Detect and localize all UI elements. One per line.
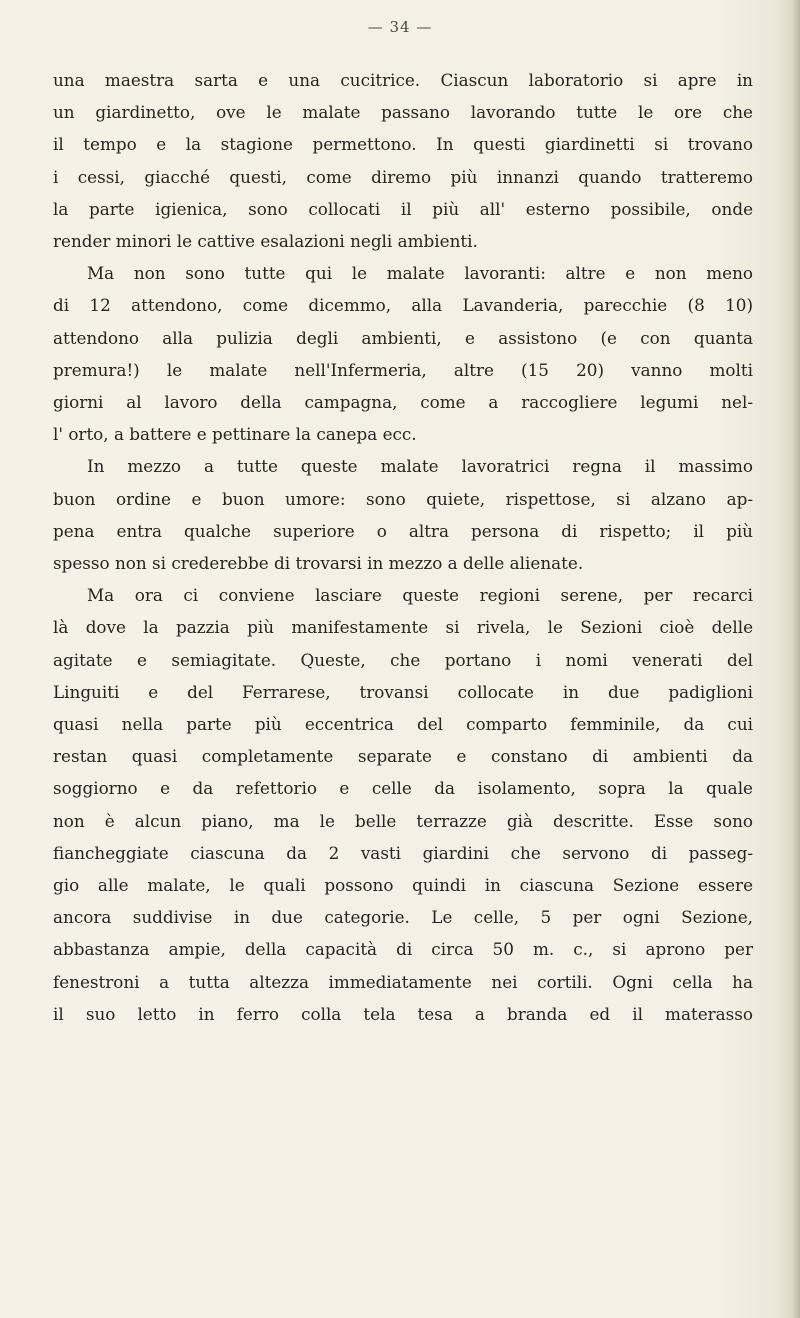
text-line: di 12 attendono, come dicemmo, alla Lavanderia, parecchie (8 10): [53, 295, 753, 316]
text-line: spesso non si crederebbe di trovarsi in mezzo a delle alienate.: [53, 553, 584, 574]
text-line: restan quasi completamente separate e constano di ambienti da: [53, 746, 753, 767]
text-line: quasi nella parte più eccentrica del comparto femminile, da cui: [53, 714, 753, 735]
text-line: Ma ora ci conviene lasciare queste regioni serene, per recarci: [87, 585, 753, 606]
text-line: Linguiti e del Ferrarese, trovansi collocate in due padiglioni: [53, 681, 753, 702]
text-line: là dove la pazzia più manifestamente si rivela, le Sezioni cioè delle: [53, 617, 753, 638]
text-line: fenestroni a tutta altezza immediatamente nei cortili. Ogni cella ha: [53, 971, 753, 992]
text-line: agitate e semiagitate. Queste, che portano i nomi venerati del: [53, 649, 753, 670]
text-line: ancora suddivise in due categorie. Le celle, 5 per ogni Sezione,: [53, 907, 753, 928]
text-line: i cessi, giacché questi, come diremo più innanzi quando tratteremo: [53, 166, 753, 187]
text-line: la parte igienica, sono collocati il più all' esterno possibile, onde: [53, 198, 753, 219]
text-line: il tempo e la stagione permettono. In questi giardinetti si trovano: [53, 134, 753, 155]
text-line: Ma non sono tutte qui le malate lavoranti: altre e non meno: [87, 263, 753, 284]
text-line: l' orto, a battere e pettinare la canepa ecc.: [53, 424, 417, 445]
text-line: pena entra qualche superiore o altra persona di rispetto; il più: [53, 520, 753, 541]
text-line: giorni al lavoro della campagna, come a raccogliere legumi nel-: [53, 392, 753, 413]
text-line: render minori le cattive esalazioni negli ambienti.: [53, 231, 478, 252]
text-line: attendono alla pulizia degli ambienti, e assistono (e con quanta: [53, 327, 753, 348]
text-line: soggiorno e da refettorio e celle da isolamento, sopra la quale: [53, 778, 753, 799]
text-line: non è alcun piano, ma le belle terrazze già descritte. Esse sono: [53, 810, 753, 831]
body-text: [53, 64, 753, 1030]
text-line: premura!) le malate nell'Infermeria, altre (15 20) vanno molti: [53, 359, 753, 380]
text-line: buon ordine e buon umore: sono quiete, rispettose, si alzano ap-: [53, 488, 753, 509]
page-edge-shadow: [792, 0, 800, 1318]
page-number: — 34 —: [367, 18, 433, 36]
text-line: In mezzo a tutte queste malate lavoratrici regna il massimo: [87, 456, 753, 477]
text-line: fiancheggiate ciascuna da 2 vasti giardini che servono di passeg-: [53, 842, 753, 863]
text-line: abbastanza ampie, della capacità di circa 50 m. c., si aprono per: [53, 939, 753, 960]
text-line: una maestra sarta e una cucitrice. Ciascun laboratorio si apre in: [53, 70, 753, 90]
text-line: gio alle malate, le quali possono quindi in ciascuna Sezione essere: [53, 875, 753, 896]
text-line: il suo letto in ferro colla tela tesa a branda ed il materasso: [53, 1003, 753, 1024]
text-line: un giardinetto, ove le malate passano lavorando tutte le ore che: [53, 102, 753, 123]
